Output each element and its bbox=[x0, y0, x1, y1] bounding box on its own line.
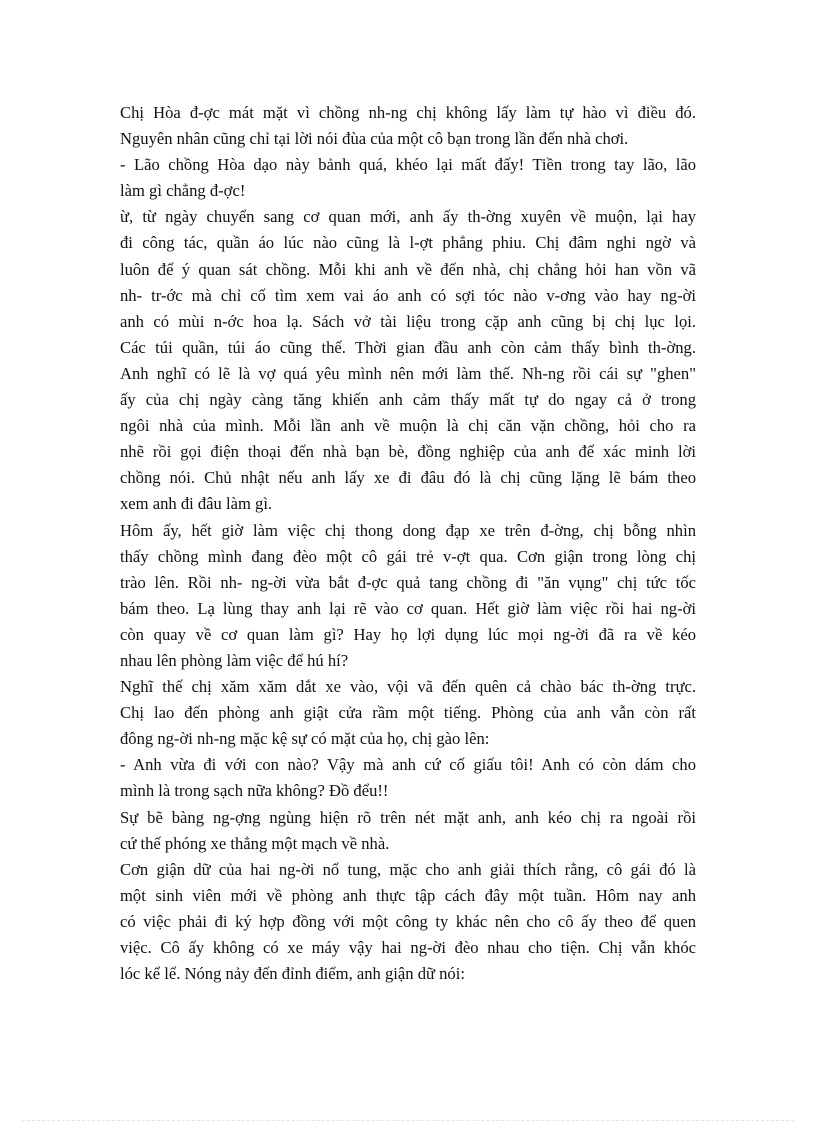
text-line: ấy của chị ngày càng tăng khiến anh cảm thấy mất tự do ngay cả ở trong bbox=[120, 390, 696, 410]
text-line: Sự bẽ bàng ng-ợng ngùng hiện rõ trên nét mặt anh, anh kéo chị ra ngoài rồi bbox=[120, 807, 696, 827]
text-line: lóc kể lể. Nóng nảy đến đỉnh điểm, anh giận dữ nói: bbox=[120, 964, 465, 984]
text-line: nhau lên phòng làm việc để hú hí? bbox=[120, 650, 349, 670]
text-line: bám theo. Lạ lùng thay anh lại rẽ vào cơ quan. Hết giờ làm việc rồi hai ng-ời bbox=[120, 598, 696, 618]
text-line: mình là trong sạch nữa không? Đồ đểu!! bbox=[120, 781, 389, 801]
text-line: xem anh đi đâu làm gì. bbox=[120, 494, 273, 514]
text-line: Chị Hòa đ-ợc mát mặt vì chồng nh-ng chị không lấy làm tự hào vì điều đó. bbox=[120, 103, 696, 122]
text-line: trào lên. Rồi nh- ng-ời vừa bắt đ-ợc quả tang chồng đi "ăn vụng" chị tức tốc bbox=[120, 572, 696, 592]
text-line: Nguyên nhân cũng chỉ tại lời nói đùa của một cô bạn trong lần đến nhà chơi. bbox=[120, 129, 629, 149]
dialogue-paragraph bbox=[120, 152, 696, 204]
paragraph bbox=[120, 805, 696, 857]
paragraph bbox=[120, 857, 696, 987]
paragraph bbox=[120, 674, 696, 752]
text-line: nh- tr-ớc mà chỉ cố tìm xem vai áo anh có sợi tóc nào v-ơng vào hay ng-ời bbox=[120, 285, 696, 305]
text-line: - Anh vừa đi với con nào? Vậy mà anh cứ cố giấu tôi! Anh có còn dám cho bbox=[120, 755, 696, 775]
text-line: Hôm ấy, hết giờ làm việc chị thong dong đạp xe trên đ-ờng, chị bỗng nhìn bbox=[120, 520, 696, 540]
text-line: thấy chồng mình đang đèo một cô gái trẻ v-ợt qua. Cơn giận trong lòng chị bbox=[120, 546, 696, 566]
text-line: một sinh viên mới về phòng anh thực tập cách đây một tuần. Hôm nay anh bbox=[120, 885, 696, 905]
dialogue-paragraph bbox=[120, 752, 696, 804]
text-line: Anh nghĩ có lẽ là vợ quá yêu mình nên mới làm thế. Nh-ng rồi cái sự "ghen" bbox=[120, 363, 696, 383]
text-line: Nghĩ thế chị xăm xăm dắt xe vào, vội vã đến quên cả chào bác th-ờng trực. bbox=[120, 677, 696, 697]
text-line: ngôi nhà của mình. Mỗi lần anh về muộn là chị căn vặn chồng, hỏi cho ra bbox=[120, 416, 696, 436]
text-line: đi công tác, quần áo lúc nào cũng là l-ợt phẳng phiu. Chị đâm nghi ngờ và bbox=[120, 233, 696, 253]
paragraph bbox=[120, 518, 696, 675]
text-line: luôn để ý quan sát chồng. Mỗi khi anh về đến nhà, chị chẳng hỏi han vồn vã bbox=[120, 259, 696, 279]
document-body bbox=[120, 100, 696, 987]
text-line: việc. Cô ấy không có xe máy vậy hai ng-ời đèo nhau cho tiện. Chị vẫn khóc bbox=[120, 938, 696, 957]
text-line: ừ, từ ngày chuyển sang cơ quan mới, anh ấy th-ờng xuyên về muộn, lại hay bbox=[120, 207, 696, 227]
page-bottom-divider bbox=[22, 1120, 794, 1121]
text-line: làm gì chẳng đ-ợc! bbox=[120, 181, 246, 201]
text-line: còn quay về cơ quan làm gì? Hay họ lợi dụng lúc mọi ng-ời đã ra về kéo bbox=[120, 624, 696, 644]
text-line: có việc phải đi ký hợp đồng với một công ty khác nên cho cô ấy theo để quen bbox=[120, 911, 696, 931]
paragraph bbox=[120, 100, 696, 152]
paragraph bbox=[120, 204, 696, 517]
text-line: nhẽ rồi gọi điện thoại đến nhà bạn bè, đồng nghiệp của anh để xác minh lời bbox=[120, 442, 696, 462]
text-line: chồng nói. Chủ nhật nếu anh lấy xe đi đâu đó là chị cũng lặng lẽ bám theo bbox=[120, 468, 696, 488]
text-line: anh có mùi n-ớc hoa lạ. Sách vở tài liệu trong cặp anh cũng bị chị lục lọi. bbox=[120, 311, 696, 331]
text-line: cứ thế phóng xe thẳng một mạch về nhà. bbox=[120, 833, 390, 853]
text-line: Cơn giận dữ của hai ng-ời nổ tung, mặc cho anh giải thích rằng, cô gái đó là bbox=[120, 859, 696, 879]
text-line: đông ng-ời nh-ng mặc kệ sự có mặt của họ, chị gào lên: bbox=[120, 729, 490, 749]
text-line: Các túi quần, túi áo cũng thế. Thời gian đầu anh còn cảm thấy bình th-ờng. bbox=[120, 337, 696, 357]
text-line: - Lão chồng Hòa dạo này bảnh quá, khéo lại mất đấy! Tiền trong tay lão, lão bbox=[120, 155, 696, 175]
text-line: Chị lao đến phòng anh giật cửa rầm một tiếng. Phòng của anh vẫn còn rất bbox=[120, 703, 696, 723]
